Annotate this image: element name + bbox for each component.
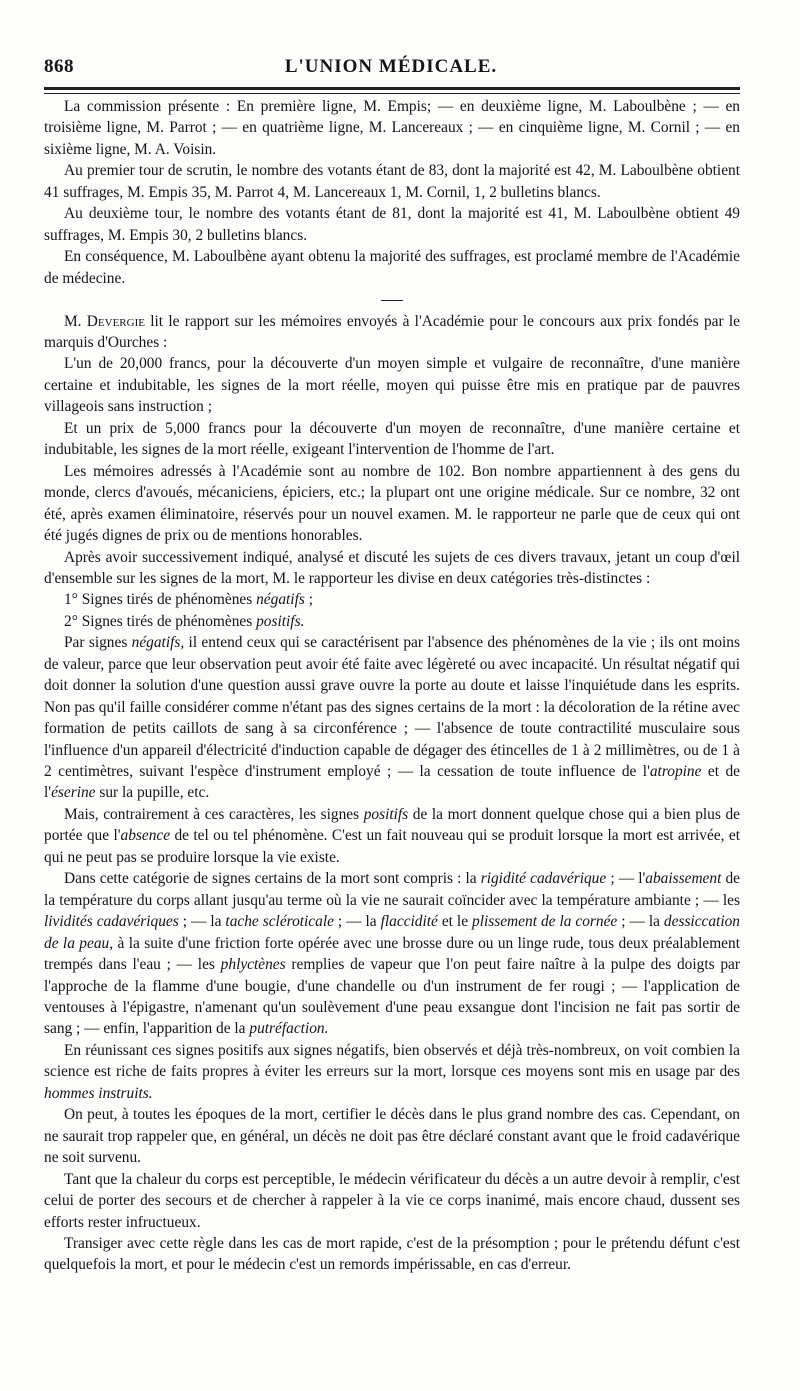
paragraph-commission: La commission présente : En première ligne, M. Empis; — en deuxième ligne, M. Laboulbène ; — en troisième ligne, M. Parrot ; — en quatrième ligne, M. Lancereaux ; — en cinquième ligne, M. Cornil ; — en sixième ligne, M. A. Voisin. [44,98,740,158]
section-separator [44,289,740,310]
paragraph-body-heat: Tant que la chaleur du corps est perceptible, le médecin vérificateur du décès a un autre devoir à remplir, c'est celui de porter des secours et de chercher à rappeler à la vie ce corps inanimé, mais encore chaud, dussent ses efforts rester infructueux. [44,1170,740,1231]
paragraph-categories: Après avoir successivement indiqué, analysé et discuté les sujets de ces divers travaux, jetant un coup d'œil d'ensemble sur les signes de la mort, M. le rapporteur les divise en deux catégories très-distinctes : [44,548,740,587]
paragraph-positive-signs: Mais, contrairement à ces caractères, les signes positifs de la mort donnent quelque chose qui a bien plus de portée que l'absence de tel ou tel phénomène. C'est un fait nouveau qui se produit lorsque la mort est arrivée, et qui ne peut pas se produire lorsque la vie existe. [44,805,740,866]
journal-title: L'UNION MÉDICALE. [284,56,498,77]
article-body [44,96,740,1276]
list-item-negative: 1° Signes tirés de phénomènes négatifs ; [64,591,313,609]
paragraph-combined-signs: En réunissant ces signes positifs aux signes négatifs, bien observés et déjà très-nombreux, on voit combien la science est riche de faits propres à éviter les erreurs sur la mort, lorsque ces moyens sont mis en usage par des hommes instruits. [44,1041,740,1102]
paragraph-certain-signs: Dans cette catégorie de signes certains de la mort sont compris : la rigidité cadavérique ; — l'abaissement de la température du corps allant jusqu'au terme où la vie ne saurait coïncider avec la température ambiante ; — les lividités cadavériques ; — la tache scléroticale ; — la flaccidité et le plissement de la cornée ; — la dessiccation de la peau, à la suite d'une friction forte opérée avec une brosse dure ou un linge rude, tous deux préalablement trempés dans l'eau ; — les phlyctènes remplies de vapeur que l'on peut faire naître à la pulpe des doigts par l'approche de la flamme d'une bougie, d'une chandelle ou d'un instrument de fer rougi ; — l'application de ventouses à l'épigastre, n'amenant qu'un soulèvement d'une peau exsangue dont l'incision ne fait pas sortir de sang ; — enfin, l'apparition de la putréfaction. [44,870,741,1038]
running-header [44,56,738,82]
paragraph-second-ballot: Au deuxième tour, le nombre des votants étant de 81, dont la majorité est 41, M. Laboulbène obtient 49 suffrages, M. Empis 30, 2 bulletins blancs. [44,205,740,244]
header-rule [44,87,740,94]
speaker-name: M. Devergie [64,312,145,330]
paragraph-negative-signs: Par signes négatifs, il entend ceux qui se caractérisent par l'absence des phénomènes de la vie ; ils ont moins de valeur, parce que leur observation peut avoir été faite avec légèreté ou avec incapacité. Un résultat négatif qui doit donner la solution d'une question aussi grave ouvre la porte au doute et laisse l'inquiétude dans les esprits. Non pas qu'il faille considérer comme n'étant pas des signes certains de la mort : la décoloration de la rétine avec formation de petits caillots de sang à sa circonférence ; — l'absence de toute contractilité musculaire sous l'influence d'un appareil d'électricité d'induction capable de dégager des étincelles de 1 à 2 millimètres, ou de 1 à 2 centimètres, suivant l'espèce d'instrument employé ; — la cessation de toute influence de l'atropine et de l'éserine sur la pupille, etc. [44,634,740,802]
paragraph-rapid-death: Transiger avec cette règle dans les cas de mort rapide, c'est de la présomption ; pour le prétendu défunt c'est quelquefois la mort, et pour le médecin c'est un remords impérissable, en cas d'erreur. [44,1235,740,1274]
page-number: 868 [44,56,74,77]
paragraph-result: En conséquence, M. Laboulbène ayant obtenu la majorité des suffrages, est proclamé membre de l'Académie de médecine. [44,248,740,287]
paragraph-prize-one: L'un de 20,000 francs, pour la découverte d'un moyen simple et vulgaire de reconnaître, d'une manière certaine et indubitable, les signes de la mort réelle, moyen qui puisse être mis en pratique par de pauvres villageois sans instruction ; [44,355,740,416]
list-item-positive: 2° Signes tirés de phénomènes positifs. [64,612,305,630]
paragraph-certify-death: On peut, à toutes les époques de la mort, certifier le décès dans le plus grand nombre des cas. Cependant, on ne saurait trop rappeler que, en général, un décès ne doit pas être déclaré constant avant que le froid cadavérique ne soit survenu. [44,1106,740,1167]
paragraph-first-ballot: Au premier tour de scrutin, le nombre des votants étant de 83, dont la majorité est 42, M. Laboulbène obtient 41 suffrages, M. Empis 35, M. Parrot 4, M. Lancereaux 1, M. Cornil, 1, 2 bulletins blancs. [44,162,740,201]
paragraph-report-intro: M. Devergie lit le rapport sur les mémoires envoyés à l'Académie pour le concours aux prix fondés par le marquis d'Ourches : [44,312,740,351]
paragraph-prize-two: Et un prix de 5,000 francs pour la découverte d'un moyen de reconnaître, d'une manière certaine et indubitable, les signes de la mort réelle, exigeant l'intervention de l'homme de l'art. [44,419,740,459]
paragraph-submissions: Les mémoires adressés à l'Académie sont au nombre de 102. Bon nombre appartiennent à des gens du monde, clercs d'avoués, mécaniciens, épiciers, etc.; la plupart ont une origine médicale. Sur ce nombre, 32 ont été, après examen éliminatoire, réservés pour un nouvel examen. M. le rapporteur ne parle que de ceux qui ont été jugés dignes de prix ou de mentions honorables. [44,462,740,545]
